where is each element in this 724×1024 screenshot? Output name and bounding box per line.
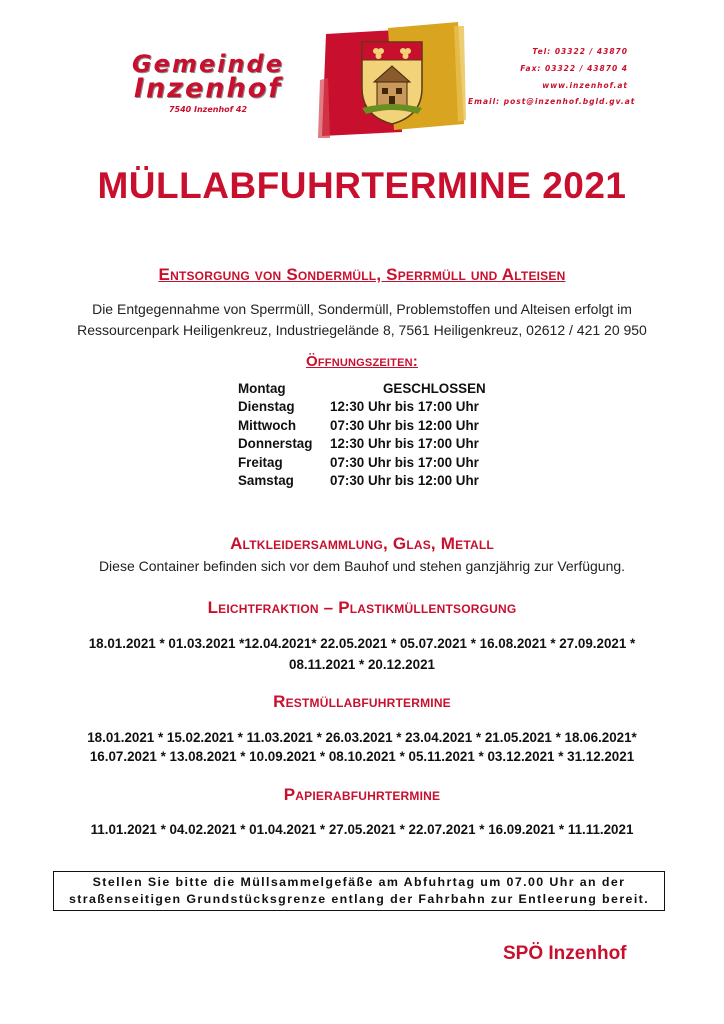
hours-row [238, 398, 543, 416]
hours-time: 07:30 Uhr bis 17:00 Uhr [330, 454, 479, 470]
leichtfraktion-dates-line2: 08.11.2021 * 20.12.2021 [289, 657, 435, 672]
contact-web[interactable]: www.inzenhof.at [542, 81, 628, 90]
section-heading-altkleider: Altkleidersammlung, Glas, Metall [230, 534, 494, 553]
section-heading-sondermuell [0, 265, 724, 285]
restmuell-dates-line2: 16.07.2021 * 13.08.2021 * 10.09.2021 * 08.10.2021 * 05.11.2021 * 03.12.2021 * 31.12.2021 [89, 749, 635, 764]
hours-row [238, 435, 543, 453]
section-heading-restmuell: Restmüllabfuhrtermine [273, 692, 451, 711]
hours-time: 12:30 Uhr bis 17:00 Uhr [330, 399, 479, 415]
contact-tel: Tel: 03322 / 43870 [532, 47, 628, 56]
heading-text: Entsorgung von Sondermüll, Sperrmüll und Alteisen [158, 265, 566, 284]
hours-time: 12:30 Uhr bis 17:00 Uhr [330, 436, 479, 452]
notice-line2: straßenseitigen Grundstücksgrenze entlang der Fahrbahn zur Entleerung bereit. [68, 892, 650, 906]
hours-time: GESCHLOSSEN [383, 381, 486, 396]
section-heading-leichtfraktion: Leichtfraktion – Plastikmüllentsorgung [207, 598, 517, 617]
hours-time: 07:30 Uhr bis 12:00 Uhr [330, 473, 479, 489]
gemeinde-label: Gemeinde [131, 50, 285, 78]
coat-of-arms-logo [318, 20, 466, 138]
hours-row [238, 454, 543, 472]
gemeinde-name: Inzenhof [133, 73, 283, 104]
hours-day: Mittwoch [238, 417, 297, 433]
contact-fax: Fax: 03322 / 43870 4 [520, 64, 628, 73]
opening-hours-table [238, 380, 543, 490]
sondermuell-text-line1: Die Entgegennahme von Sperrmüll, Sondermüll, Problemstoffen und Alteisen erfolgt im [92, 301, 632, 317]
restmuell-dates-line1: 18.01.2021 * 15.02.2021 * 11.03.2021 * 26.03.2021 * 23.04.2021 * 21.05.2021 * 18.06.2021* [87, 730, 637, 745]
sondermuell-text-line2: Ressourcenpark Heiligenkreuz, Industriegelände 8, 7561 Heiligenkreuz, 02612 / 421 20 950 [77, 322, 647, 338]
gemeinde-address: 7540 Inzenhof 42 [168, 105, 248, 114]
altkleider-text: Diese Container befinden sich vor dem Bauhof und stehen ganzjährig zur Verfügung. [98, 558, 626, 574]
heading-text: Öffnungszeiten: [306, 353, 418, 370]
hours-day: Montag [238, 381, 286, 396]
contact-email[interactable]: Email: post@inzenhof.bgld.gv.at [468, 97, 636, 106]
hours-day: Dienstag [238, 399, 295, 415]
leichtfraktion-dates-line1: 18.01.2021 * 01.03.2021 *12.04.2021* 22.05.2021 * 05.07.2021 * 16.08.2021 * 27.09.2021 * [88, 636, 636, 651]
hours-day: Freitag [238, 454, 283, 470]
hours-time: 07:30 Uhr bis 12:00 Uhr [330, 417, 479, 433]
signature: SPÖ Inzenhof [503, 943, 627, 964]
notice-box [53, 871, 665, 911]
section-heading-papier: Papierabfuhrtermine [283, 785, 441, 804]
opening-hours-heading [0, 353, 724, 370]
notice-line1: Stellen Sie bitte die Müllsammelgefäße am Abfuhrtag um 07.00 Uhr an der [92, 875, 626, 889]
hours-day: Samstag [238, 473, 294, 489]
papier-dates-line1: 11.01.2021 * 04.02.2021 * 01.04.2021 * 27.05.2021 * 22.07.2021 * 16.09.2021 * 11.11.2021 [90, 822, 634, 837]
hours-day: Donnerstag [238, 436, 313, 452]
hours-row [238, 417, 543, 435]
hours-row [238, 472, 543, 490]
page-title: MÜLLABFUHRTERMINE 2021 [97, 165, 627, 206]
hours-row [238, 380, 543, 398]
